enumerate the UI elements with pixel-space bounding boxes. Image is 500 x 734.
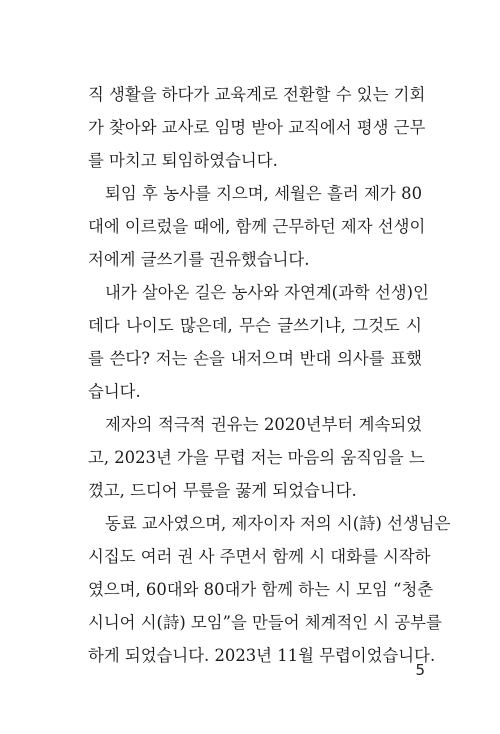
text-line: 직 생활을 하다가 교육계로 전환할 수 있는 기회 bbox=[88, 85, 426, 104]
text-line: 데다 나이도 많은데, 무슨 글쓰기냐, 그것도 시 bbox=[88, 316, 422, 335]
paragraph-first-line: 내가 살아온 길은 농사와 자연계(과학 선생)인 bbox=[105, 283, 429, 302]
text-line: 를 마치고 퇴임하였습니다. bbox=[88, 151, 278, 170]
text-line: 고, 2023년 가을 무렵 저는 마음의 움직임을 느 bbox=[88, 448, 425, 467]
text-line: 를 쓴다? 저는 손을 내저으며 반대 의사를 표했 bbox=[88, 349, 422, 368]
text-line: 가 찾아와 교사로 임명 받아 교직에서 평생 근무 bbox=[88, 118, 426, 137]
text-line: 하게 되었습니다. 2023년 11월 무렵이었습니다. bbox=[88, 646, 436, 665]
text-line: 저에게 글쓰기를 권유했습니다. bbox=[88, 250, 310, 269]
page-number: 5 bbox=[415, 661, 425, 679]
text-line: 였으며, 60대와 80대가 함께 하는 시 모임 “청춘 bbox=[88, 580, 434, 599]
paragraph-first-line: 동료 교사였으며, 제자이자 저의 시(詩) 선생님은 bbox=[105, 514, 451, 533]
body-text bbox=[88, 78, 451, 672]
text-line: 대에 이르렀을 때에, 함께 근무하던 제자 선생이 bbox=[88, 217, 426, 236]
paragraph-first-line: 퇴임 후 농사를 지으며, 세월은 흘러 제가 80 bbox=[105, 184, 422, 203]
paragraph-first-line: 제자의 적극적 권유는 2020년부터 계속되었 bbox=[105, 415, 422, 434]
text-line: 꼈고, 드디어 무릎을 꿇게 되었습니다. bbox=[88, 481, 357, 500]
text-line: 시집도 여러 권 사 주면서 함께 시 대화를 시작하 bbox=[88, 547, 431, 566]
text-line: 시니어 시(詩) 모임”을 만들어 체계적인 시 공부를 bbox=[88, 613, 442, 632]
text-line: 습니다. bbox=[88, 382, 141, 401]
